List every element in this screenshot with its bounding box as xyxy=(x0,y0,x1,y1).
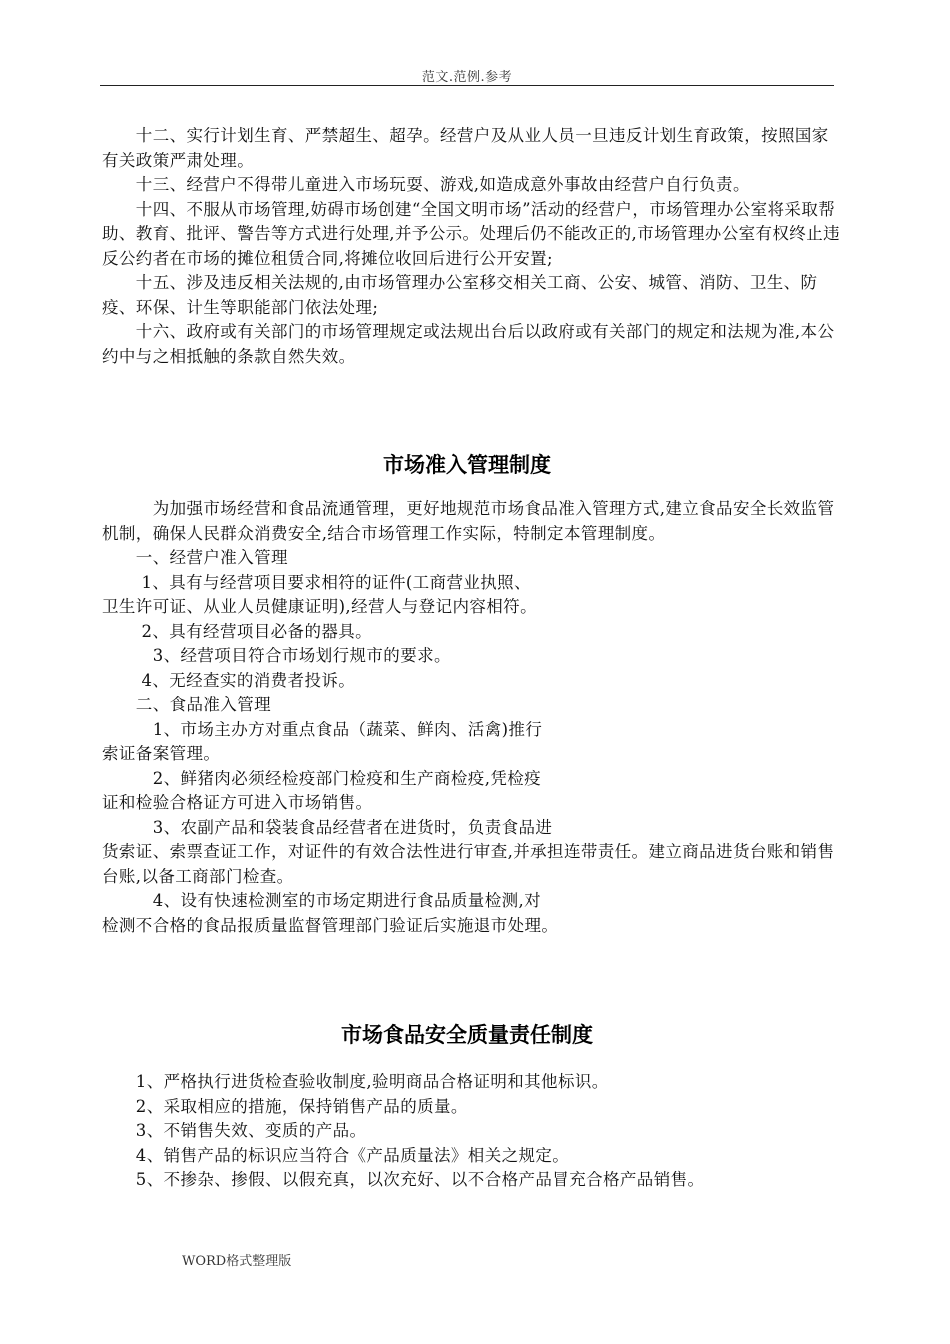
access-section xyxy=(102,497,842,938)
access-item: 检测不合格的食品报质量监督管理部门验证后实施退市处理。 xyxy=(102,915,559,935)
quality-section xyxy=(102,1070,842,1193)
rule-paragraph-14: 十四、不服从市场管理,妨碍市场创建“全国文明市场”活动的经营户，市场管理办公室将采取帮助、教育、批评、警告等方式进行处理,并予公示。处理后仍不能改正的,市场管理办公室有权终止违反公约者在市场的摊位租赁合同,将摊位收回后进行公开安置; xyxy=(102,199,840,268)
rule-paragraph-15: 十五、涉及违反相关法规的,由市场管理办公室移交相关工商、公安、城管、消防、卫生、防疫、环保、计生等职能部门依法处理; xyxy=(102,273,818,317)
quality-section-title: 市场食品安全质量责任制度 xyxy=(341,1023,593,1047)
access-item: 2、鲜猪肉必须经检疫部门检疫和生产商检疫,凭检疫 xyxy=(102,768,542,788)
quality-item: 4、销售产品的标识应当符合《产品质量法》相关之规定。 xyxy=(102,1145,570,1165)
rule-paragraph-13: 十三、经营户不得带儿童进入市场玩耍、游戏,如造成意外事故由经营户自行负责。 xyxy=(102,175,750,194)
access-heading-vendor: 一、经营户准入管理 xyxy=(102,548,288,567)
page-footer: WORD格式整理版 xyxy=(182,1254,292,1269)
page-header: 范文.范例.参考 xyxy=(421,70,513,85)
access-item: 4、设有快速检测室的市场定期进行食品质量检测,对 xyxy=(102,891,542,910)
access-item: 3、农副产品和袋装食品经营者在进货时，负责食品进 xyxy=(102,817,553,837)
rules-section xyxy=(102,124,842,369)
access-item: 货索证、索票查证工作，对证件的有效合法性进行审查,并承担连带责任。建立商品进货台账和销售台账,以备工商部门检查。 xyxy=(102,842,835,886)
quality-item: 5、不掺杂、掺假、以假充真，以次充好、以不合格产品冒充合格产品销售。 xyxy=(102,1170,705,1189)
rule-paragraph-16: 十六、政府或有关部门的市场管理规定或法规出台后以政府或有关部门的规定和法规为准,本公约中与之相抵触的条款自然失效。 xyxy=(102,322,835,366)
access-item: 1、市场主办方对重点食品（蔬菜、鲜肉、活禽)推行 xyxy=(102,719,543,739)
quality-item: 1、严格执行进货检查验收制度,验明商品合格证明和其他标识。 xyxy=(102,1072,609,1091)
access-item: 2、具有经营项目必备的器具。 xyxy=(102,621,373,641)
access-item: 索证备案管理。 xyxy=(102,744,221,763)
access-section-title: 市场准入管理制度 xyxy=(383,453,551,477)
access-item: 卫生许可证、从业人员健康证明),经营人与登记内容相符。 xyxy=(102,597,537,616)
access-intro: 为加强市场经营和食品流通管理，更好地规范市场食品准入管理方式,建立食品安全长效监管机制，确保人民群众消费安全,结合市场管理工作实际，特制定本管理制度。 xyxy=(102,499,835,543)
access-item: 3、经营项目符合市场划行规市的要求。 xyxy=(102,646,451,665)
access-item: 4、无经查实的消费者投诉。 xyxy=(102,670,356,690)
quality-item: 2、采取相应的措施，保持销售产品的质量。 xyxy=(102,1096,468,1116)
rule-paragraph-12: 十二、实行计划生育、严禁超生、超孕。经营户及从业人员一旦违反计划生育政策，按照国家有关政策严肃处理。 xyxy=(102,126,829,170)
access-item: 1、具有与经营项目要求相符的证件(工商营业执照、 xyxy=(102,572,531,592)
access-item: 证和检验合格证方可进入市场销售。 xyxy=(102,793,373,812)
quality-item: 3、不销售失效、变质的产品。 xyxy=(102,1121,367,1140)
header-divider xyxy=(100,85,834,86)
access-heading-food: 二、食品准入管理 xyxy=(102,695,271,714)
